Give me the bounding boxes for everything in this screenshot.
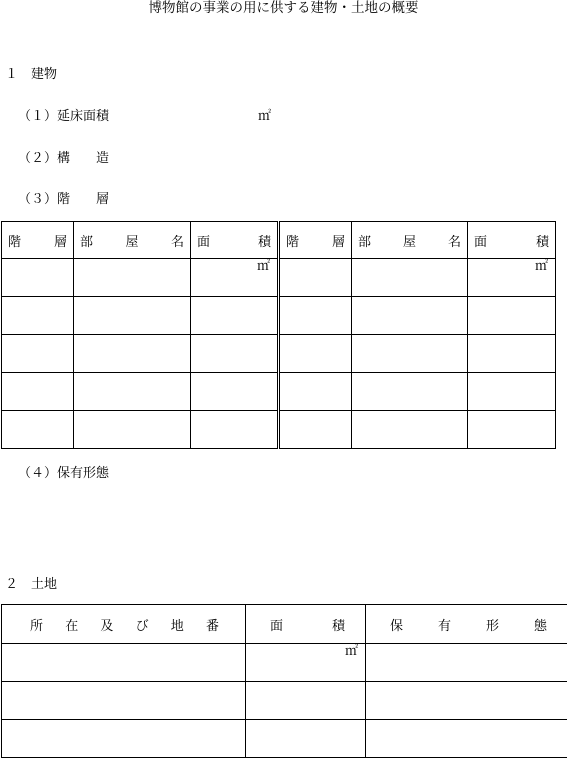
header-floor bbox=[279, 222, 352, 259]
header-char: 屋 bbox=[403, 231, 416, 250]
area-cell[interactable] bbox=[191, 335, 279, 373]
table-row bbox=[2, 644, 567, 682]
floors-table-header-row bbox=[2, 222, 556, 259]
land-table bbox=[1, 604, 567, 758]
ownership-cell[interactable] bbox=[366, 720, 567, 758]
table-row bbox=[2, 335, 556, 373]
ownership-label: （４）保有形態 bbox=[18, 466, 109, 482]
room-name-cell[interactable] bbox=[74, 335, 191, 373]
header-char: 積 bbox=[536, 231, 549, 250]
header-char: 有 bbox=[438, 615, 451, 634]
area-cell[interactable] bbox=[191, 297, 279, 335]
land-heading: ２ 土地 bbox=[5, 577, 57, 593]
ownership-cell[interactable] bbox=[366, 682, 567, 720]
header-char: 地 bbox=[171, 615, 184, 634]
floor-cell[interactable] bbox=[279, 259, 352, 297]
area-cell[interactable] bbox=[246, 644, 366, 682]
header-char: 層 bbox=[54, 231, 67, 250]
header-char: 及 bbox=[100, 615, 113, 634]
floor-area-label: （１）延床面積 bbox=[18, 109, 109, 125]
header-char: 階 bbox=[286, 231, 299, 250]
header-area bbox=[191, 222, 279, 259]
header-char: 態 bbox=[534, 615, 547, 634]
header-char: 層 bbox=[332, 231, 345, 250]
header-char: 面 bbox=[270, 615, 283, 634]
header-char: び bbox=[136, 615, 149, 634]
table-row bbox=[2, 411, 556, 449]
area-unit: ㎡ bbox=[257, 259, 270, 274]
header-char: 積 bbox=[332, 615, 345, 634]
room-name-cell[interactable] bbox=[74, 373, 191, 411]
area-cell[interactable] bbox=[246, 682, 366, 720]
header-location bbox=[2, 605, 246, 644]
table-row bbox=[2, 682, 567, 720]
area-cell[interactable] bbox=[246, 720, 366, 758]
structure-label: （２）構 造 bbox=[18, 151, 109, 167]
area-cell[interactable] bbox=[468, 335, 556, 373]
header-char: 名 bbox=[171, 231, 184, 250]
room-name-cell[interactable] bbox=[352, 373, 468, 411]
header-room-name bbox=[352, 222, 468, 259]
area-cell[interactable] bbox=[191, 373, 279, 411]
header-char: 保 bbox=[390, 615, 403, 634]
header-char: 形 bbox=[486, 615, 499, 634]
header-char: 番 bbox=[206, 615, 219, 634]
floor-cell[interactable] bbox=[2, 297, 74, 335]
header-char: 在 bbox=[65, 615, 78, 634]
room-name-cell[interactable] bbox=[352, 335, 468, 373]
area-cell[interactable] bbox=[468, 373, 556, 411]
floor-cell[interactable] bbox=[2, 373, 74, 411]
table-row bbox=[2, 297, 556, 335]
header-area bbox=[468, 222, 556, 259]
header-char: 部 bbox=[80, 231, 93, 250]
area-cell[interactable] bbox=[468, 411, 556, 449]
floor-cell[interactable] bbox=[279, 335, 352, 373]
header-char: 部 bbox=[358, 231, 371, 250]
location-cell[interactable] bbox=[2, 720, 246, 758]
header-area bbox=[246, 605, 366, 644]
area-unit: ㎡ bbox=[345, 644, 358, 659]
floor-cell[interactable] bbox=[2, 259, 74, 297]
location-cell[interactable] bbox=[2, 644, 246, 682]
area-cell[interactable] bbox=[191, 259, 279, 297]
header-char: 面 bbox=[474, 231, 487, 250]
floor-cell[interactable] bbox=[279, 373, 352, 411]
table-row bbox=[2, 373, 556, 411]
room-name-cell[interactable] bbox=[74, 297, 191, 335]
header-char: 面 bbox=[197, 231, 210, 250]
area-cell[interactable] bbox=[468, 259, 556, 297]
header-floor bbox=[2, 222, 74, 259]
building-heading: １ 建物 bbox=[5, 67, 57, 83]
room-name-cell[interactable] bbox=[74, 411, 191, 449]
table-row bbox=[2, 259, 556, 297]
room-name-cell[interactable] bbox=[352, 411, 468, 449]
area-unit: ㎡ bbox=[535, 259, 548, 274]
floor-area-unit: ㎡ bbox=[258, 109, 271, 125]
floors-table bbox=[1, 221, 556, 449]
floors-label: （３）階 層 bbox=[18, 192, 109, 208]
header-char: 屋 bbox=[125, 231, 138, 250]
header-char: 名 bbox=[448, 231, 461, 250]
ownership-cell[interactable] bbox=[366, 644, 567, 682]
page-title: 博物館の事業の用に供する建物・土地の概要 bbox=[0, 0, 567, 16]
area-cell[interactable] bbox=[468, 297, 556, 335]
room-name-cell[interactable] bbox=[352, 259, 468, 297]
header-char: 積 bbox=[258, 231, 271, 250]
header-char: 所 bbox=[30, 615, 43, 634]
floor-cell[interactable] bbox=[2, 335, 74, 373]
location-cell[interactable] bbox=[2, 682, 246, 720]
floor-cell[interactable] bbox=[279, 297, 352, 335]
header-char: 階 bbox=[8, 231, 21, 250]
land-table-header-row bbox=[2, 605, 567, 644]
header-room-name bbox=[74, 222, 191, 259]
room-name-cell[interactable] bbox=[74, 259, 191, 297]
floor-cell[interactable] bbox=[279, 411, 352, 449]
table-row bbox=[2, 720, 567, 758]
room-name-cell[interactable] bbox=[352, 297, 468, 335]
area-cell[interactable] bbox=[191, 411, 279, 449]
header-ownership bbox=[366, 605, 567, 644]
floor-cell[interactable] bbox=[2, 411, 74, 449]
